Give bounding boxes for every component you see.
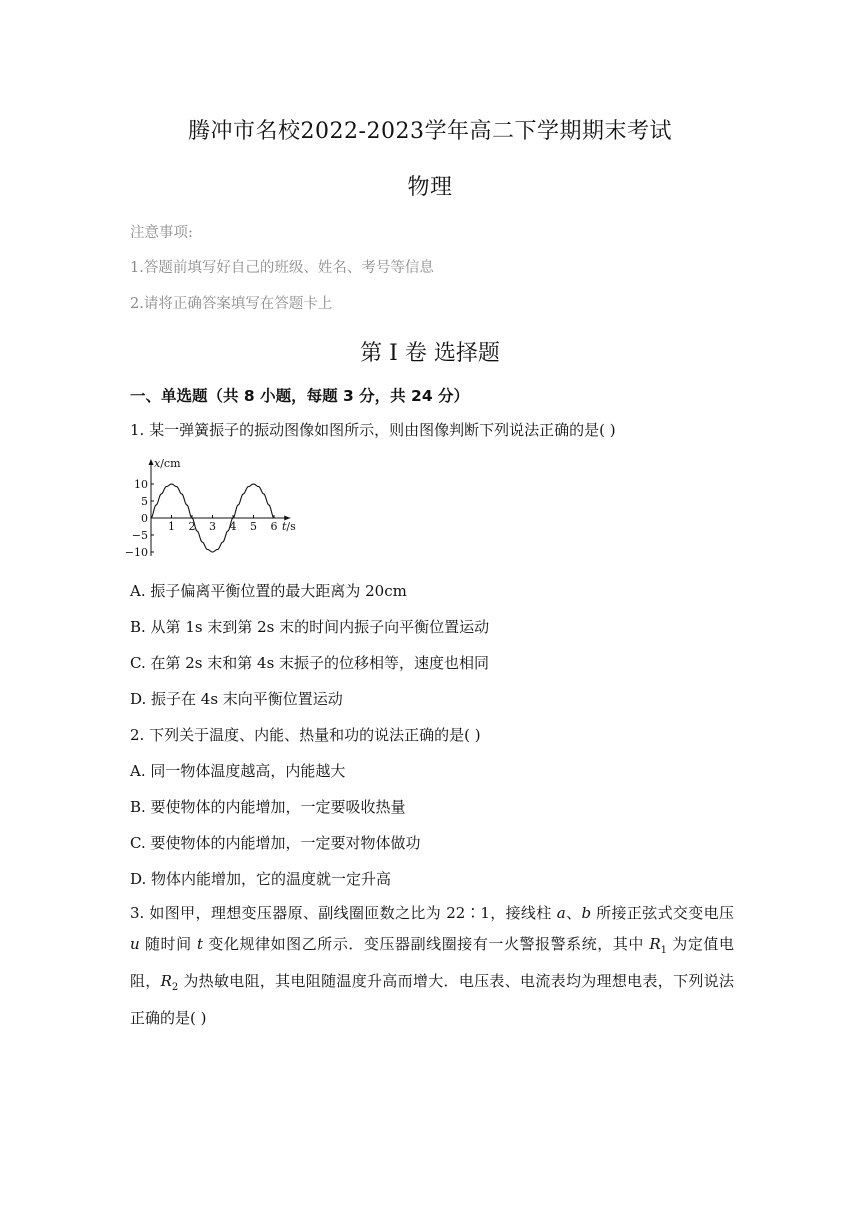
notice-heading: 注意事项: bbox=[130, 225, 193, 241]
question-1-stem: 1. 某一弹簧振子的振动图像如图所示，则由图像判断下列说法正确的是( ) bbox=[130, 421, 616, 439]
y-axis-arrow bbox=[149, 459, 154, 465]
question-2-option-b: B. 要使物体的内能增加，一定要吸收热量 bbox=[130, 798, 406, 816]
question-1-option-d: D. 振子在 4s 末向平衡位置运动 bbox=[130, 690, 343, 708]
x-tick-label: 2 bbox=[188, 520, 196, 533]
question-1-option-c: C. 在第 2s 末和第 4s 末振子的位移相等，速度也相同 bbox=[130, 654, 490, 672]
x-tick-label: 3 bbox=[209, 520, 216, 533]
y-axis-label: x/cm bbox=[154, 457, 181, 470]
question-2-option-a: A. 同一物体温度越高，内能越大 bbox=[130, 762, 346, 780]
y-tick-label: 5 bbox=[141, 495, 148, 508]
oscillation-chart bbox=[124, 455, 318, 567]
part-title: 一、单选题（共 8 小题，每题 3 分，共 24 分） bbox=[130, 387, 470, 405]
x-tick-label: 5 bbox=[250, 520, 257, 533]
question-2-stem: 2. 下列关于温度、内能、热量和功的说法正确的是( ) bbox=[130, 726, 481, 744]
question-2-option-d: D. 物体内能增加，它的温度就一定升高 bbox=[130, 870, 392, 888]
y-tick-label: −5 bbox=[131, 529, 148, 542]
x-tick-label: 6 bbox=[270, 520, 278, 533]
question-3-stem: 3. 如图甲，理想变压器原、副线圈匝数之比为 22∶1，接线柱 a、b 所接正弦式交变电压 u 随时间 t 变化规律如图乙所示．变压器副线圈接有一火警报警系统，其中 $R_1$ 为定值电阻，$R_2$ 为热敏电阻，其电阻随温度升高而增大．电压表、电流表均为理想电表，下列说法正确的是( ) bbox=[130, 904, 734, 1027]
y-tick-label: 10 bbox=[134, 478, 148, 491]
x-tick-label: 1 bbox=[168, 520, 175, 533]
exam-title: 腾冲市名校2022-2023学年高二下学期期末考试 bbox=[188, 119, 672, 144]
subject-title: 物理 bbox=[407, 175, 453, 200]
section-title: 第 I 卷 选择题 bbox=[360, 341, 500, 366]
question-1-option-b: B. 从第 1s 末到第 2s 末的时间内振子向平衡位置运动 bbox=[130, 618, 490, 636]
notice-item: 1.答题前填写好自己的班级、姓名、考号等信息 bbox=[130, 260, 434, 276]
x-tick-label: 4 bbox=[229, 520, 237, 533]
question-1-option-a: A. 振子偏离平衡位置的最大距离为 20cm bbox=[130, 582, 407, 600]
question-2-option-c: C. 要使物体的内能增加，一定要对物体做功 bbox=[130, 834, 421, 852]
notice-item: 2.请将正确答案填写在答题卡上 bbox=[130, 296, 333, 312]
y-tick-label: −10 bbox=[124, 546, 148, 559]
y-tick-label: 0 bbox=[141, 512, 148, 525]
x-axis-label: t/s bbox=[282, 520, 296, 533]
